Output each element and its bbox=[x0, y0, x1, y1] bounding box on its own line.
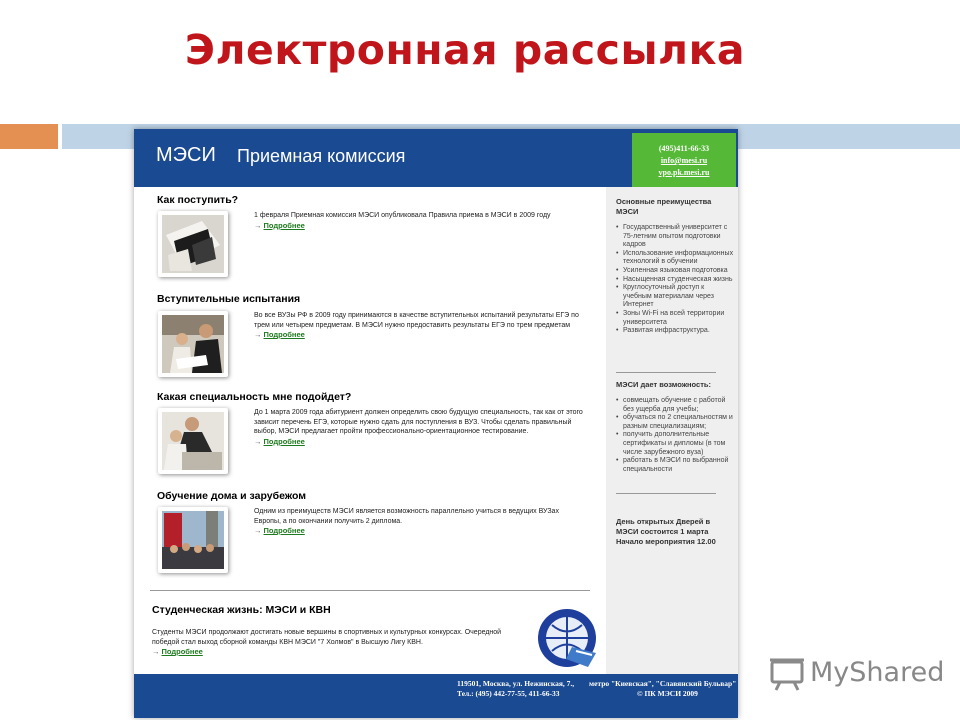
more-link[interactable] bbox=[254, 437, 584, 447]
list-item: • Круглосуточный доступ к учебным материалам через Интернет bbox=[616, 284, 734, 310]
students-photo-icon bbox=[162, 315, 224, 373]
section-text: 1 февраля Приемная комиссия МЭСИ опубликовала Правила приема в МЭСИ в 2009 году bbox=[254, 212, 551, 219]
section-text: Во все ВУЗы РФ в 2009 году принимаются в качестве вступительных испытаний результаты ЕГЭ по трем или четырем предметам. В МЭСИ нужно предоставить результаты ЕГЭ по трем предметам bbox=[254, 312, 579, 329]
sidebar-heading: Основные преимущества МЭСИ bbox=[616, 197, 712, 216]
section-photo bbox=[158, 211, 228, 277]
section-text: До 1 марта 2009 года абитуриент должен определить свою будущую специальность, так как от этого зависит перечень ЕГЭ, которые нужно сдать для поступления в ВУЗ. Чтобы сделать правильный выбор, МЭСИ предлагает пройти профессионально-ориентационное тестирование. bbox=[254, 409, 583, 435]
main-column bbox=[150, 187, 600, 674]
section-title: Вступительные испытания bbox=[157, 293, 301, 305]
arrow-icon: → bbox=[254, 220, 262, 230]
contact-site-link[interactable]: vpo.pk.mesi.ru bbox=[658, 168, 710, 177]
list-item: • обучаться по 2 специальностям и разным специализациям; bbox=[616, 414, 734, 431]
list-item: • получить дополнительные сертификаты и дипломы (в том числе зарубежного вуза) bbox=[616, 431, 734, 457]
arrow-icon: → bbox=[254, 330, 262, 339]
section-title: Какая специальность мне подойдет? bbox=[157, 391, 352, 403]
arrow-icon: → bbox=[254, 436, 262, 446]
brand-subtitle: Приемная комиссия bbox=[237, 146, 406, 166]
arrow-icon: → bbox=[152, 647, 160, 656]
contact-email-link[interactable]: info@mesi.ru bbox=[660, 156, 708, 165]
list-item: • Государственный университет с 75-летним опытом подготовки кадров bbox=[616, 224, 734, 250]
section-photo bbox=[158, 507, 228, 573]
footer-copyright: © ПК МЭСИ 2009 bbox=[637, 689, 698, 698]
advantages-list bbox=[616, 224, 734, 336]
contact-box bbox=[632, 133, 736, 187]
footer-address: 119501, Москва, ул. Нежинская, 7., bbox=[457, 679, 575, 688]
section-divider bbox=[150, 590, 590, 591]
newsletter-header bbox=[134, 129, 738, 187]
more-link[interactable] bbox=[152, 647, 502, 657]
documents-photo-icon bbox=[162, 215, 224, 273]
more-link[interactable] bbox=[254, 330, 584, 340]
more-link[interactable] bbox=[254, 526, 584, 536]
more-link-label: Подробнее bbox=[263, 330, 305, 339]
london-group-photo-icon bbox=[162, 511, 224, 569]
list-item: • Насыщенная студенческая жизнь bbox=[616, 276, 734, 285]
section-text-block bbox=[152, 628, 502, 657]
more-link-label: Подробнее bbox=[263, 526, 305, 535]
more-link-label: Подробнее bbox=[161, 647, 203, 656]
opportunities-list bbox=[616, 397, 734, 474]
list-item: • Использование информационных технологий в обучении bbox=[616, 250, 734, 267]
section-text-block bbox=[254, 311, 584, 340]
section-text-block bbox=[254, 408, 584, 446]
projector-icon bbox=[768, 656, 806, 692]
sidebar-divider bbox=[616, 372, 716, 373]
kvn-logo-icon bbox=[532, 607, 602, 669]
arrow-icon: → bbox=[254, 526, 262, 535]
footer-metro: метро "Киевская", "Славянский Бульвар" bbox=[589, 679, 737, 688]
section-photo bbox=[158, 408, 228, 474]
newsletter-footer bbox=[134, 674, 738, 718]
footer-phones: Тел.: (495) 442-77-55, 411-66-33 bbox=[457, 689, 560, 698]
section-title: Обучение дома и зарубежом bbox=[157, 490, 306, 502]
watermark-text: MyShared bbox=[810, 657, 945, 688]
decor-bar-orange bbox=[0, 124, 58, 149]
more-link-label: Подробнее bbox=[263, 436, 305, 446]
more-link[interactable] bbox=[254, 221, 584, 231]
slide-title: Электронная рассылка bbox=[184, 26, 746, 74]
list-item: • работать в МЭСИ по выбранной специальности bbox=[616, 457, 734, 474]
open-day-notice: День открытых Дверей в МЭСИ состоится 1 марта Начало мероприятия 12.00 bbox=[616, 517, 716, 546]
section-photo bbox=[158, 311, 228, 377]
section-title: Студенческая жизнь: МЭСИ и КВН bbox=[152, 604, 331, 616]
list-item: • Развитая инфраструктура. bbox=[616, 327, 734, 336]
consultation-photo-icon bbox=[162, 412, 224, 470]
more-link-label: Подробнее bbox=[263, 220, 305, 230]
section-text-block bbox=[254, 211, 584, 230]
section-text: Одним из преимуществ МЭСИ является возможность параллельно учиться в ведущих ВУЗах Европы, а по окончании получить 2 диплома. bbox=[254, 508, 559, 525]
brand-name: МЭСИ bbox=[156, 144, 216, 166]
list-item: • Зоны Wi-Fi на всей территории университета bbox=[616, 310, 734, 327]
section-title: Как поступить? bbox=[157, 194, 239, 206]
newsletter-screenshot bbox=[134, 129, 738, 718]
sidebar bbox=[606, 187, 738, 674]
sidebar-divider bbox=[616, 493, 716, 494]
sidebar-heading: МЭСИ дает возможность: bbox=[616, 380, 711, 389]
section-text-block bbox=[254, 507, 584, 536]
list-item: • Усиленная языковая подготовка bbox=[616, 267, 734, 276]
list-item: • совмещать обучение с работой без ущерба для учебы; bbox=[616, 397, 734, 414]
contact-phone: (495)411-66-33 bbox=[658, 144, 710, 153]
section-text: Студенты МЭСИ продолжают достигать новые вершины в спортивных и культурных конкурсах. Очередной победой стал выход сборной команды КВН МЭСИ "7 Холмов" в Высшую Лигу КВН. bbox=[152, 629, 502, 646]
